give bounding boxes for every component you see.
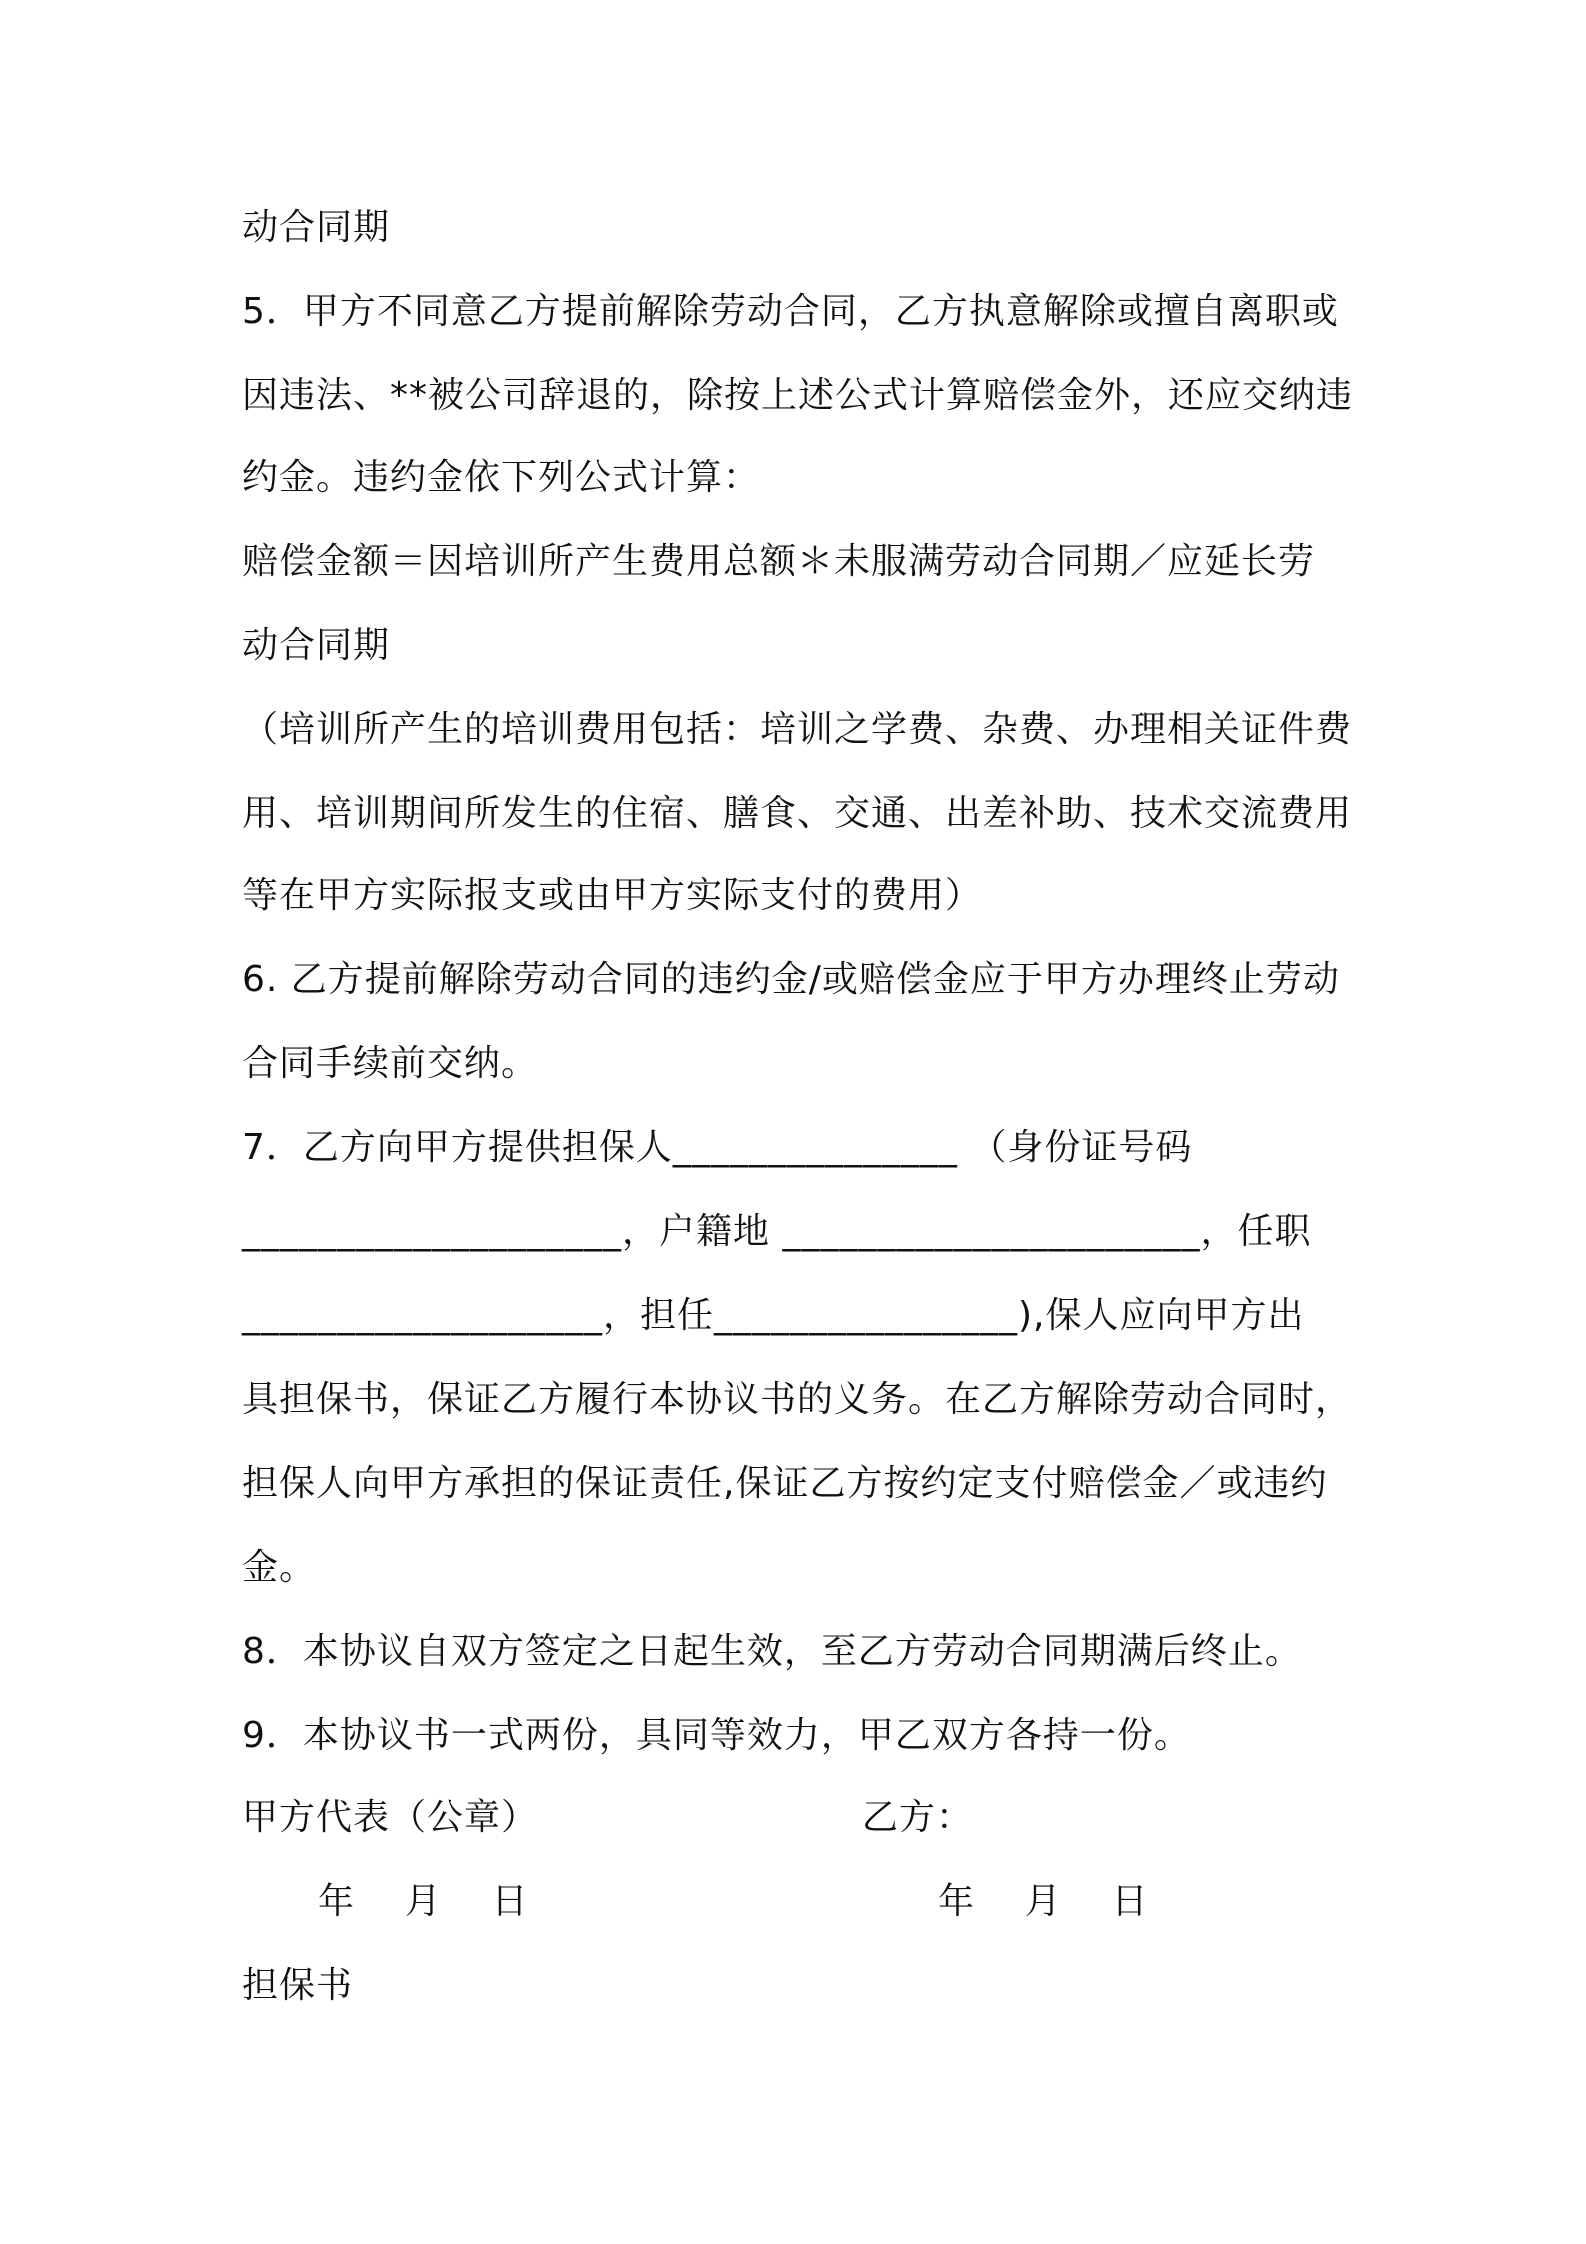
clause-6-line-2: 合同手续前交纳。 (242, 1043, 539, 1084)
clause-7-line-5: 担保人向甲方承担的保证责任,保证乙方按约定支付赔偿金／或违约 (242, 1463, 1328, 1504)
clause-5-line-3: 约金。违约金依下列公式计算： (242, 457, 761, 498)
party-b-date: 年 月 日 (938, 1881, 1149, 1922)
clause-6-line-1: 6. 乙方提前解除劳动合同的违约金/或赔偿金应于甲方办理终止劳动 (242, 959, 1340, 1000)
party-a-date: 年 月 日 (318, 1881, 529, 1922)
clause-7-line-3: ___________________，担任________________),保人应向甲方出 (242, 1295, 1305, 1336)
party-a-signature-label: 甲方代表（公章） (242, 1797, 539, 1838)
guarantee-heading: 担保书 (242, 1965, 354, 2006)
clause-7-line-6: 金。 (242, 1547, 317, 1588)
formula-line-2: 动合同期 (242, 625, 391, 666)
clause-8: 8．本协议自双方签定之日起生效，至乙方劳动合同期满后终止。 (242, 1631, 1302, 1672)
note-line-2: 用、培训期间所发生的住宿、膳食、交通、出差补助、技术交流费用 (242, 793, 1353, 834)
text-line-1: 动合同期 (242, 207, 391, 248)
clause-7-line-1: 7．乙方向甲方提供担保人_______________ （身份证号码 (242, 1127, 1193, 1168)
formula-line-1: 赔偿金额＝因培训所产生费用总额＊未服满劳动合同期／应延长劳 (242, 541, 1316, 582)
clause-7-line-4: 具担保书，保证乙方履行本协议书的义务。在乙方解除劳动合同时， (242, 1379, 1353, 1420)
clause-7-line-2: ____________________，户籍地 ______________________，任职 (242, 1211, 1312, 1252)
note-line-3: 等在甲方实际报支或由甲方实际支付的费用） (242, 875, 983, 916)
clause-9: 9．本协议书一式两份，具同等效力，甲乙双方各持一份。 (242, 1715, 1191, 1756)
clause-5-line-2: 因违法、**被公司辞退的，除按上述公式计算赔偿金外，还应交纳违 (242, 375, 1354, 416)
party-b-signature-label: 乙方： (862, 1797, 974, 1838)
clause-5-line-1: 5．甲方不同意乙方提前解除劳动合同，乙方执意解除或擅自离职或 (242, 291, 1339, 332)
note-line-1: （培训所产生的培训费用包括：培训之学费、杂费、办理相关证件费 (242, 709, 1353, 750)
